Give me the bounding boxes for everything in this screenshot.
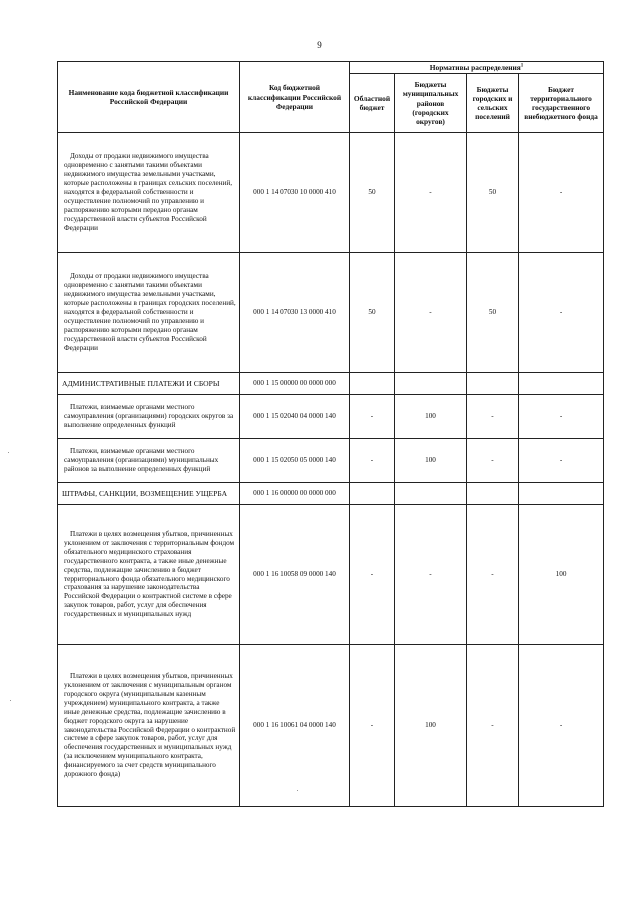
section-row <box>58 483 604 505</box>
row-regional: - <box>350 645 395 807</box>
row-code: 000 1 16 00000 00 0000 000 <box>240 483 350 505</box>
row-municipal <box>395 483 467 505</box>
row-settlements <box>467 373 519 395</box>
section-row <box>58 373 604 395</box>
row-municipal: - <box>395 253 467 373</box>
table-row <box>58 645 604 807</box>
row-regional <box>350 373 395 395</box>
row-regional: - <box>350 505 395 645</box>
header-regional: Областной бюджет <box>350 74 395 133</box>
header-group <box>350 62 604 74</box>
row-municipal <box>395 373 467 395</box>
row-regional: 50 <box>350 253 395 373</box>
row-regional: - <box>350 439 395 483</box>
row-regional: 50 <box>350 133 395 253</box>
row-code: 000 1 16 10058 09 0000 140 <box>240 505 350 645</box>
row-fund: 100 <box>519 505 604 645</box>
header-settlements: Бюджеты городских и сельских поселений <box>467 74 519 133</box>
row-fund: - <box>519 395 604 439</box>
table-row <box>58 439 604 483</box>
table-row <box>58 133 604 253</box>
row-fund: - <box>519 133 604 253</box>
row-municipal: 100 <box>395 439 467 483</box>
row-settlements: - <box>467 439 519 483</box>
row-municipal: - <box>395 133 467 253</box>
row-fund <box>519 483 604 505</box>
section-title: ШТРАФЫ, САНКЦИИ, ВОЗМЕЩЕНИЕ УЩЕРБА <box>58 483 240 505</box>
row-municipal: 100 <box>395 645 467 807</box>
table-row <box>58 395 604 439</box>
row-code: 000 1 14 07030 10 0000 410 <box>240 133 350 253</box>
header-code: Код бюджетной классификации Российской Федерации <box>240 62 350 133</box>
row-settlements: - <box>467 505 519 645</box>
row-settlements: 50 <box>467 253 519 373</box>
header-group-footnote: 1 <box>520 63 524 69</box>
row-settlements: - <box>467 645 519 807</box>
row-code: 000 1 16 10061 04 0000 140 <box>240 645 350 807</box>
scan-speck <box>297 790 298 791</box>
budget-classification-table <box>57 61 604 807</box>
header-municipal: Бюджеты муниципальных районов (городских округов) <box>395 74 467 133</box>
row-regional <box>350 483 395 505</box>
table-row <box>58 505 604 645</box>
row-name: Доходы от продажи недвижимого имущества одновременно с занятыми такими объектами недвижимого имущества земельными участками, которые расположены в границах городских поселений, находятся в федеральной собственности и осуществление полномочий по управлению и распоряжению которыми передано органам государственной власти субъектов Российской Федерации <box>58 253 240 373</box>
row-name: Платежи в целях возмещения убытков, причиненных уклонением от заключения с муниципальным органом городского округа (муниципальным казенным учреждением) муниципального контракта, а также иные денежные средства, подлежащие зачислению в бюджет городского округа за нарушение законодательства Российской Федерации о контрактной системе в сфере закупок товаров, работ, услуг для обеспечения государственных и муниципальных нужд (за исключением муниципального контракта, финансируемого за счет средств муниципального дорожного фонда) <box>58 645 240 807</box>
row-settlements: 50 <box>467 133 519 253</box>
row-code: 000 1 15 02050 05 0000 140 <box>240 439 350 483</box>
header-name: Наименование кода бюджетной классификации Российской Федерации <box>58 62 240 133</box>
row-fund: - <box>519 645 604 807</box>
row-municipal: - <box>395 505 467 645</box>
row-code: 000 1 15 00000 00 0000 000 <box>240 373 350 395</box>
row-code: 000 1 14 07030 13 0000 410 <box>240 253 350 373</box>
row-code: 000 1 15 02040 04 0000 140 <box>240 395 350 439</box>
row-settlements: - <box>467 395 519 439</box>
row-regional: - <box>350 395 395 439</box>
scan-speck <box>8 452 9 453</box>
row-name: Доходы от продажи недвижимого имущества одновременно с занятыми такими объектами недвижимого имущества земельными участками, которые расположены в границах сельских поселений, находятся в федеральной собственности и осуществление полномочий по управлению и распоряжению которыми передано органам государственной власти субъектов Российской Федерации <box>58 133 240 253</box>
row-municipal: 100 <box>395 395 467 439</box>
header-fund: Бюджет территориального государственного внебюджетного фонда <box>519 74 604 133</box>
row-name: Платежи в целях возмещения убытков, причиненных уклонением от заключения с территориальным фондом обязательного медицинского страхования государственного контракта, а также иные денежные средства, подлежащие зачислению в бюджет территориального фонда обязательного медицинского страхования за нарушение законодательства Российской Федерации о контрактной системе в сфере закупок товаров, работ, услуг для обеспечения государственных и муниципальных нужд <box>58 505 240 645</box>
scan-speck <box>10 700 11 701</box>
row-settlements <box>467 483 519 505</box>
row-fund: - <box>519 253 604 373</box>
row-fund <box>519 373 604 395</box>
row-fund: - <box>519 439 604 483</box>
page-number: 9 <box>317 40 322 50</box>
row-name: Платежи, взимаемые органами местного самоуправления (организациями) городских округов за выполнение определенных функций <box>58 395 240 439</box>
row-name: Платежи, взимаемые органами местного самоуправления (организациями) муниципальных районов за выполнение определенных функций <box>58 439 240 483</box>
section-title: АДМИНИСТРАТИВНЫЕ ПЛАТЕЖИ И СБОРЫ <box>58 373 240 395</box>
header-group-label: Нормативы распределения <box>429 63 521 72</box>
table-row <box>58 253 604 373</box>
